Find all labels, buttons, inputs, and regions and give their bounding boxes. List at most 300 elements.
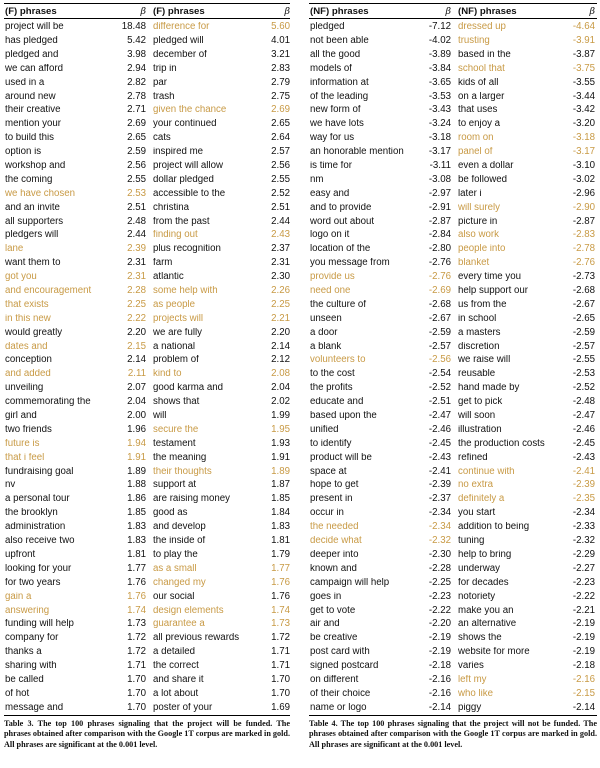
table-row [309, 603, 597, 617]
table-row [309, 214, 597, 228]
phrase-cell: to play the [153, 549, 198, 560]
table-row [4, 145, 290, 159]
beta-cell: -3.11 [429, 160, 451, 171]
beta-cell: 2.21 [271, 312, 290, 324]
phrase-cell: goes in [310, 591, 342, 602]
phrase-cell: atlantic [153, 272, 184, 282]
phrase-cell: projects will [153, 313, 204, 324]
table-row [309, 409, 597, 423]
beta-cell: -2.91 [428, 201, 451, 213]
beta-cell: 1.91 [271, 451, 290, 463]
table-row [309, 131, 597, 145]
beta-cell: -2.29 [572, 548, 595, 560]
phrase-cell: the meaning [153, 452, 207, 463]
beta-cell: -2.22 [572, 590, 595, 602]
phrase-cell: deeper into [310, 549, 359, 560]
table-row [4, 89, 290, 103]
table-row [4, 103, 290, 117]
phrase-cell: easy and [310, 188, 350, 199]
beta-cell: -2.87 [572, 215, 595, 227]
beta-cell: -4.64 [572, 21, 595, 33]
beta-cell: -3.89 [428, 48, 451, 60]
table-row [309, 478, 597, 492]
beta-cell: 1.73 [271, 618, 290, 630]
beta-cell: 2.11 [127, 368, 146, 380]
beta-cell: -2.39 [572, 479, 595, 491]
beta-cell: -2.34 [428, 521, 451, 533]
table-row [309, 312, 597, 326]
phrase-cell: used in a [5, 77, 45, 88]
phrase-header: (F) phrases [5, 5, 57, 17]
table-row [309, 201, 597, 215]
beta-cell: 18.48 [121, 21, 146, 33]
phrase-cell: shows that [153, 397, 200, 407]
phrase-cell: piggy [458, 702, 482, 713]
phrase-cell: option is [5, 147, 42, 157]
phrase-cell: fundraising goal [5, 466, 74, 477]
table-row [309, 242, 597, 256]
phrase-cell: and share it [153, 674, 204, 685]
phrase-cell: answering [5, 605, 50, 616]
beta-cell: 2.69 [127, 118, 146, 130]
phrase-header: (F) phrases [153, 5, 205, 17]
beta-cell: -2.76 [428, 271, 451, 283]
phrase-cell: a door [310, 327, 338, 338]
table-row [309, 423, 597, 437]
beta-cell: -2.59 [572, 326, 595, 338]
table-row [309, 659, 597, 673]
table-row [309, 339, 597, 353]
table-row [309, 326, 597, 340]
table-row [4, 492, 290, 506]
phrase-cell: unveiling [5, 383, 44, 393]
phrase-cell: design elements [153, 605, 224, 616]
table-row [4, 117, 290, 131]
beta-cell: 2.55 [127, 173, 146, 185]
beta-cell: 1.93 [271, 437, 290, 449]
phrase-cell: of the leading [310, 91, 369, 102]
phrase-cell: inspired me [153, 147, 204, 157]
phrase-cell: has pledged [5, 35, 58, 46]
beta-cell: -2.19 [572, 646, 595, 658]
beta-cell: -3.18 [428, 132, 451, 144]
table-row [4, 576, 290, 590]
phrase-cell: also work [458, 230, 499, 241]
table-row [309, 173, 597, 187]
phrase-cell: word out about [310, 216, 375, 227]
beta-cell: 1.72 [127, 646, 146, 658]
beta-cell: -2.90 [572, 201, 595, 213]
phrase-cell: changed my [153, 577, 206, 588]
table-row [4, 76, 290, 90]
beta-cell: -2.46 [428, 423, 451, 435]
beta-cell: -3.91 [572, 34, 595, 46]
phrase-cell: a national [153, 341, 196, 352]
phrase-cell: and an invite [5, 202, 60, 213]
phrase-cell: pledged and [5, 49, 59, 60]
phrase-cell: air and [310, 619, 340, 630]
phrase-cell: that i feel [5, 452, 45, 463]
table-row [4, 242, 290, 256]
phrase-cell: their creative [5, 105, 61, 116]
beta-cell: -2.19 [428, 632, 451, 644]
beta-cell: -2.18 [428, 660, 451, 672]
phrase-cell: hand made by [458, 383, 520, 393]
table-row [4, 34, 290, 48]
phrase-cell: be creative [310, 633, 358, 643]
phrase-cell: information at [310, 77, 369, 88]
beta-cell: -2.57 [428, 340, 451, 352]
table-row [4, 256, 290, 270]
beta-cell: 2.71 [127, 104, 146, 116]
table-row [4, 478, 290, 492]
table-row [309, 298, 597, 312]
phrase-cell: present in [310, 494, 353, 505]
phrase-cell: later i [458, 188, 482, 199]
bottom-rule [4, 715, 290, 716]
beta-cell: 1.89 [271, 465, 290, 477]
beta-cell: -2.27 [572, 562, 595, 574]
table-row [309, 576, 597, 590]
beta-cell: 2.57 [271, 146, 290, 158]
beta-cell: -2.39 [428, 479, 451, 491]
table-row [309, 548, 597, 562]
beta-cell: -2.76 [428, 257, 451, 269]
phrase-cell: accessible to the [153, 188, 226, 199]
table-row [4, 48, 290, 62]
beta-cell: -2.48 [572, 396, 595, 408]
beta-cell: -2.22 [428, 604, 451, 616]
beta-cell: -2.30 [428, 548, 451, 560]
table-row [4, 687, 290, 701]
beta-cell: 3.98 [127, 48, 146, 60]
phrase-cell: kids of all [458, 77, 499, 88]
table-row [4, 367, 290, 381]
table-4-caption: Table 4. The top 100 phrases signaling that the project will not be funded. The phrases obtained after comparison with the Google 1T corpus are marked in gold. All phrases are significant at the 0.001 level. [309, 719, 597, 749]
beta-cell: -2.33 [572, 521, 595, 533]
phrase-cell: product will be [310, 452, 372, 463]
phrase-cell: varies [458, 661, 484, 671]
beta-cell: 1.70 [271, 687, 290, 699]
phrase-cell: and develop [153, 522, 206, 532]
beta-cell: 2.56 [271, 160, 290, 171]
phrase-cell: help to bring [458, 549, 512, 560]
beta-cell: -2.54 [428, 368, 451, 380]
beta-cell: 2.12 [271, 354, 290, 366]
beta-cell: -3.17 [572, 146, 595, 158]
beta-cell: 2.31 [127, 257, 146, 269]
beta-cell: 2.28 [127, 285, 146, 297]
beta-cell: -2.20 [428, 618, 451, 630]
beta-cell: -2.80 [428, 243, 451, 255]
phrase-cell: dressed up [458, 22, 506, 32]
beta-cell: 2.08 [271, 368, 290, 380]
phrase-header: (NF) phrases [458, 5, 517, 17]
table-row [4, 339, 290, 353]
beta-cell: -2.55 [572, 354, 595, 366]
beta-cell: -2.68 [428, 298, 451, 310]
beta-cell: -2.51 [428, 396, 451, 408]
beta-cell: 3.21 [271, 48, 290, 60]
phrase-cell: help support our [458, 286, 529, 296]
beta-cell: 1.74 [127, 604, 146, 616]
phrase-cell: project will be [5, 22, 64, 32]
phrase-cell: new form of [310, 105, 361, 116]
beta-cell: 2.43 [271, 229, 290, 241]
beta-cell: -3.42 [572, 104, 595, 116]
phrase-cell: all supporters [5, 216, 64, 227]
table-row [309, 437, 597, 451]
beta-cell: 1.70 [127, 673, 146, 685]
phrase-cell: company for [5, 633, 59, 643]
phrase-cell: get to vote [310, 605, 356, 616]
beta-cell: -3.44 [572, 90, 595, 102]
header-row [309, 4, 597, 18]
beta-cell: -2.19 [572, 618, 595, 630]
beta-cell: 1.81 [127, 548, 146, 560]
table-row [4, 701, 290, 715]
phrase-cell: as people [153, 299, 196, 310]
table-row [309, 645, 597, 659]
beta-cell: -2.14 [428, 701, 451, 713]
table-row [4, 590, 290, 604]
beta-cell: 1.72 [271, 632, 290, 644]
phrase-cell: every time you [458, 272, 521, 282]
beta-cell: -2.19 [428, 646, 451, 658]
table-row [309, 76, 597, 90]
beta-cell: 2.82 [127, 76, 146, 88]
phrase-cell: will surely [458, 202, 500, 213]
table-row [4, 173, 290, 187]
beta-cell: 2.37 [271, 243, 290, 255]
phrase-cell: workshop and [5, 161, 66, 171]
beta-cell: 2.31 [127, 271, 146, 283]
phrase-cell: conception [5, 355, 52, 366]
beta-cell: 1.77 [271, 562, 290, 574]
beta-cell: 1.99 [271, 410, 290, 422]
beta-cell: -2.28 [428, 562, 451, 574]
beta-cell: 2.65 [271, 118, 290, 130]
phrase-cell: are raising money [153, 494, 230, 505]
phrase-cell: sharing with [5, 661, 57, 671]
table-row [4, 353, 290, 367]
phrase-cell: illustration [458, 424, 502, 435]
phrase-cell: be called [5, 674, 44, 685]
beta-cell: 1.77 [127, 562, 146, 574]
table-body [4, 19, 290, 715]
beta-cell: 1.96 [127, 423, 146, 435]
beta-cell: -2.37 [428, 493, 451, 505]
beta-cell: -3.53 [428, 90, 451, 102]
phrase-cell: location of the [310, 244, 371, 255]
beta-cell: 1.95 [271, 423, 290, 435]
phrase-cell: name or logo [310, 702, 367, 713]
phrase-cell: discretion [458, 341, 500, 352]
phrase-cell: definitely a [458, 494, 505, 505]
beta-cell: -2.52 [572, 382, 595, 394]
phrase-cell: not been able [310, 35, 369, 46]
phrase-cell: support at [153, 480, 197, 491]
beta-cell: 2.56 [127, 160, 146, 171]
table-row [309, 20, 597, 34]
beta-cell: -2.32 [572, 535, 595, 547]
table-row [309, 520, 597, 534]
phrase-cell: refined [458, 452, 488, 463]
beta-cell: -2.21 [572, 604, 595, 616]
phrase-cell: the profits [310, 383, 353, 393]
table-row [309, 284, 597, 298]
phrase-cell: need one [310, 286, 351, 296]
beta-cell: -2.46 [572, 423, 595, 435]
phrase-cell: left my [458, 674, 487, 685]
phrase-cell: space at [310, 466, 347, 477]
phrase-cell: you start [458, 508, 496, 518]
phrase-cell: future is [5, 438, 40, 449]
phrase-cell: finding out [153, 230, 198, 241]
table-row [309, 673, 597, 687]
beta-cell: 1.91 [127, 451, 146, 463]
phrase-cell: funding will help [5, 619, 74, 630]
table-row [309, 701, 597, 715]
beta-cell: 2.39 [127, 243, 146, 255]
phrase-cell: guarantee a [153, 619, 205, 630]
beta-cell: 1.85 [127, 507, 146, 519]
phrase-cell: dates and [5, 341, 48, 352]
beta-cell: 1.76 [127, 576, 146, 588]
phrase-cell: and to provide [310, 202, 372, 213]
beta-cell: 2.20 [127, 326, 146, 338]
table-row [4, 298, 290, 312]
table-row [4, 603, 290, 617]
phrase-cell: based in the [458, 49, 511, 60]
phrase-cell: based upon the [310, 411, 377, 421]
phrase-cell: the correct [153, 661, 199, 671]
table-row [4, 617, 290, 631]
phrase-cell: shows the [458, 633, 502, 643]
phrase-cell: who like [458, 688, 493, 699]
table-row [309, 187, 597, 201]
phrase-cell: we are fully [153, 327, 202, 338]
phrase-cell: christina [153, 202, 190, 213]
beta-cell: 2.52 [271, 187, 290, 199]
phrase-cell: school that [458, 63, 505, 74]
beta-cell: -2.83 [572, 229, 595, 241]
beta-cell: -2.43 [572, 451, 595, 463]
table-row [4, 381, 290, 395]
beta-cell: 1.85 [271, 493, 290, 505]
phrase-cell: the production costs [458, 438, 545, 449]
table-row [4, 409, 290, 423]
beta-cell: -2.57 [572, 340, 595, 352]
phrase-cell: dollar pledged [153, 174, 214, 185]
phrase-cell: for decades [458, 577, 509, 588]
beta-cell: 1.70 [271, 673, 290, 685]
phrase-cell: reusable [458, 369, 496, 380]
beta-cell: 2.78 [127, 90, 146, 102]
beta-cell: 1.87 [271, 479, 290, 491]
beta-cell: -3.84 [428, 62, 451, 74]
table-row [309, 34, 597, 48]
table-row [4, 645, 290, 659]
beta-cell: 2.25 [271, 298, 290, 310]
phrase-cell: an honorable mention [310, 147, 404, 157]
phrase-cell: way for us [310, 133, 355, 143]
phrase-cell: we can afford [5, 63, 63, 74]
table-row [4, 284, 290, 298]
phrase-cell: blanket [458, 258, 490, 268]
beta-cell: 1.73 [127, 618, 146, 630]
phrase-cell: looking for your [5, 563, 72, 574]
beta-cell: 2.04 [127, 396, 146, 408]
phrase-cell: unseen [310, 313, 342, 324]
beta-cell: 1.89 [127, 465, 146, 477]
table-body [309, 19, 597, 715]
phrase-cell: gain a [5, 591, 32, 602]
beta-cell: -3.55 [572, 76, 595, 88]
table-row [4, 423, 290, 437]
phrase-cell: in school [458, 313, 497, 324]
phrase-cell: hope to get [310, 480, 359, 491]
beta-cell: 2.65 [127, 132, 146, 144]
phrase-cell: we have lots [310, 119, 364, 130]
table-row [309, 353, 597, 367]
phrase-cell: we have chosen [5, 188, 76, 199]
phrase-cell: to the cost [310, 369, 355, 380]
phrase-cell: our social [153, 591, 195, 602]
phrase-cell: good as [153, 508, 188, 518]
beta-cell: -2.73 [572, 271, 595, 283]
beta-cell: -2.45 [428, 437, 451, 449]
beta-cell: 2.04 [271, 382, 290, 394]
beta-cell: 2.69 [271, 104, 290, 116]
table-row [4, 437, 290, 451]
phrase-cell: par [153, 77, 168, 88]
phrase-cell: tuning [458, 536, 485, 546]
beta-cell: -2.25 [428, 576, 451, 588]
phrase-cell: us from the [458, 299, 507, 310]
table-row [309, 117, 597, 131]
phrase-cell: commemorating the [5, 397, 91, 407]
table-row [309, 62, 597, 76]
beta-cell: -2.34 [428, 507, 451, 519]
beta-cell: -3.08 [428, 173, 451, 185]
beta-cell: 5.42 [127, 34, 146, 46]
table-row [309, 506, 597, 520]
beta-cell: -2.68 [572, 285, 595, 297]
table-row [309, 492, 597, 506]
phrase-cell: nv [5, 480, 16, 491]
phrase-cell: unified [310, 424, 339, 435]
beta-cell: 2.53 [127, 187, 146, 199]
phrase-cell: got you [5, 272, 37, 282]
table-row [309, 534, 597, 548]
beta-cell: 2.48 [127, 215, 146, 227]
table-row [4, 548, 290, 562]
table-row [309, 562, 597, 576]
beta-cell: -3.43 [428, 104, 451, 116]
phrase-cell: to identify [310, 438, 352, 449]
beta-cell: -2.96 [572, 187, 595, 199]
beta-cell: -2.23 [428, 590, 451, 602]
phrase-cell: continue with [458, 466, 515, 477]
beta-cell: 1.94 [127, 437, 146, 449]
phrase-cell: a blank [310, 341, 342, 352]
phrase-cell: room on [458, 133, 494, 143]
table-row [4, 520, 290, 534]
table-4 [309, 3, 597, 716]
phrase-cell: on a larger [458, 91, 505, 102]
phrase-cell: their thoughts [153, 466, 212, 477]
